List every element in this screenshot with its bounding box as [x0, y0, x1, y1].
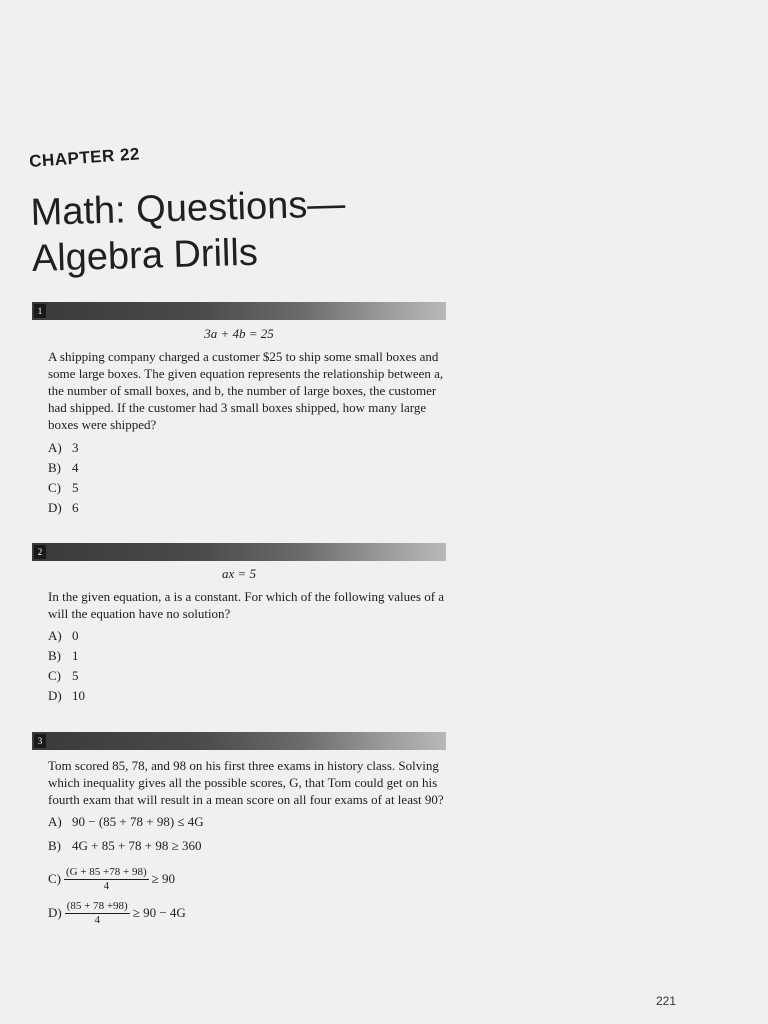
choice-text: 6	[72, 500, 79, 515]
chapter-title-line-2: Algebra Drills	[31, 231, 259, 280]
choice-letter: C)	[48, 871, 61, 886]
question-3-choice-a[interactable]	[48, 810, 204, 834]
choice-letter: A)	[48, 628, 62, 643]
choice-letter: B)	[48, 460, 61, 475]
choice-text: ≥ 90 − 4G	[132, 905, 186, 920]
question-1-equation: 3a + 4b = 25	[204, 326, 274, 341]
choice-text: ≥ 90	[151, 871, 176, 886]
choice-text: 4G + 85 + 78 + 98 ≥ 360	[72, 838, 202, 853]
chapter-title-line-1: Math: Questions—	[30, 183, 346, 234]
choice-letter: A)	[48, 440, 62, 455]
fraction	[65, 900, 130, 927]
question-3-stem: Tom scored 85, 78, and 98 on his first three exams in history class. Solving which inequality gives all the possible scores, G, that Tom could get on his fourth exam that will result in a mean score on all four exams of at least 90?	[48, 758, 444, 807]
choice-letter: C)	[48, 480, 61, 495]
choice-text: 5	[72, 480, 79, 495]
question-1-choice-c[interactable]	[48, 478, 79, 498]
choice-text: 3	[72, 440, 79, 455]
question-2-choice-d[interactable]	[48, 686, 85, 706]
question-1-choice-a[interactable]	[48, 438, 79, 458]
choice-text: 4	[72, 460, 79, 475]
fraction-denominator: 4	[94, 913, 100, 926]
fraction	[64, 866, 149, 893]
choice-text: 5	[72, 668, 79, 683]
question-2-choice-c[interactable]	[48, 666, 85, 686]
choice-letter: B)	[48, 648, 61, 663]
choice-text: 10	[72, 688, 85, 703]
chapter-title	[30, 181, 347, 282]
question-3-choice-b[interactable]	[48, 834, 204, 858]
question-3-choices	[48, 810, 204, 930]
question-1-choice-d[interactable]	[48, 498, 79, 518]
question-3-header-bar	[32, 732, 446, 750]
question-2-header-bar	[32, 543, 446, 561]
question-2-choice-b[interactable]	[48, 646, 85, 666]
question-1-stem: A shipping company charged a customer $25 to ship some small boxes and some large boxes. The given equation represents the relationship between a, the number of small boxes, and b, the number of large boxes, the customer had shipped. If the customer had 3 small boxes shipped, how many large boxes were shipped?	[48, 349, 444, 432]
chapter-label: CHAPTER 22	[28, 144, 141, 172]
choice-letter: D)	[48, 905, 62, 920]
choice-letter: B)	[48, 838, 61, 853]
choice-letter: D)	[48, 688, 62, 703]
fraction-denominator: 4	[103, 879, 110, 892]
choice-letter: D)	[48, 500, 62, 515]
choice-text: 0	[72, 628, 79, 643]
question-3-choice-d[interactable]	[48, 896, 204, 930]
choice-letter: C)	[48, 668, 61, 683]
question-3-choice-c[interactable]	[48, 862, 204, 896]
question-3-number: 3	[34, 734, 46, 748]
question-1-number: 1	[34, 304, 46, 318]
question-2-choice-a[interactable]	[48, 626, 85, 646]
question-2-number: 2	[34, 545, 46, 559]
choice-text: 1	[72, 648, 79, 663]
question-1-choice-b[interactable]	[48, 458, 79, 478]
question-1-header-bar	[32, 302, 446, 320]
question-2-stem: In the given equation, a is a constant. For which of the following values of a will the equation have no solution?	[48, 589, 445, 621]
page-number: 221	[656, 994, 677, 1008]
question-2-choices	[48, 626, 85, 706]
fraction-numerator: (G + 85 +78 + 98)	[66, 865, 147, 878]
choice-text: 90 − (85 + 78 + 98) ≤ 4G	[72, 814, 204, 829]
question-2-equation: ax = 5	[221, 566, 257, 581]
question-1-choices	[48, 438, 79, 518]
choice-letter: A)	[48, 814, 62, 829]
fraction-numerator: (85 + 78 +98)	[66, 899, 128, 912]
